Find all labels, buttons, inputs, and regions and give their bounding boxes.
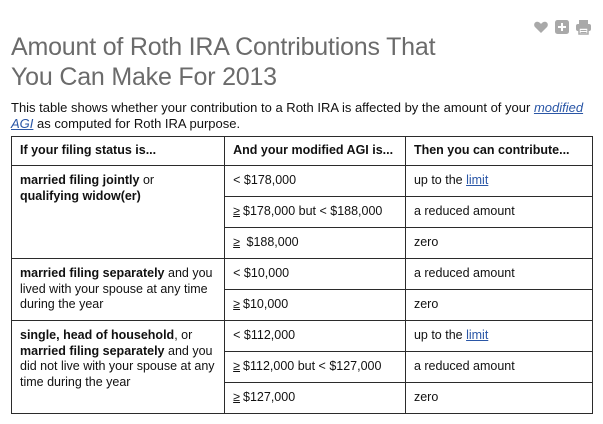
page-title: Amount of Roth IRA Contributions That You Can Make For 2013 bbox=[11, 32, 436, 91]
agi-range-text: < $178,000 bbox=[233, 173, 297, 188]
modified-agi-link[interactable]: modified AGI bbox=[11, 100, 584, 131]
filing-status-text: and you did not live with your spouse at any time during the year bbox=[20, 343, 215, 389]
contribution-result-cell bbox=[405, 321, 592, 352]
agi-range-cell bbox=[225, 166, 406, 197]
table-body bbox=[12, 166, 593, 414]
contribution-result-cell bbox=[405, 352, 592, 383]
header-contribution: Then you can contribute... bbox=[405, 137, 592, 166]
contribution-result-text: up to the bbox=[413, 328, 467, 343]
agi-range-cell bbox=[225, 197, 406, 228]
filing-status-text: qualifying widow(er) bbox=[20, 188, 141, 203]
table-row bbox=[12, 321, 593, 352]
page-actions bbox=[533, 19, 591, 35]
contribution-result-cell bbox=[405, 290, 592, 321]
greater-or-equal-sign: ≥ bbox=[233, 235, 241, 250]
contribution-result-cell bbox=[405, 259, 592, 290]
contribution-result-text: a reduced amount bbox=[413, 266, 515, 281]
contribution-result-text: a reduced amount bbox=[413, 204, 515, 219]
agi-range-cell bbox=[225, 290, 406, 321]
header-filing-status: If your filing status is... bbox=[12, 137, 225, 166]
agi-range-text: $178,000 but < $188,000 bbox=[243, 204, 383, 219]
limit-link[interactable]: limit bbox=[466, 173, 489, 188]
filing-status-cell bbox=[12, 321, 225, 414]
contribution-result-cell bbox=[405, 228, 592, 259]
print-icon[interactable] bbox=[575, 19, 591, 35]
table-row bbox=[12, 166, 593, 197]
filing-status-cell bbox=[12, 166, 225, 259]
filing-status-text: single, head of household bbox=[20, 328, 175, 342]
contribution-result-text: zero bbox=[413, 297, 439, 312]
agi-range-text: $188,000 bbox=[243, 235, 299, 250]
filing-status-text: or bbox=[139, 173, 155, 187]
filing-status-text: and you lived with your spouse at any time during the year bbox=[20, 266, 213, 311]
filing-status-text: married filing separately bbox=[20, 266, 165, 280]
agi-range-text: $10,000 bbox=[243, 297, 289, 312]
greater-or-equal-sign: ≥ bbox=[233, 204, 241, 219]
filing-status-text: , or bbox=[174, 328, 193, 342]
greater-or-equal-sign: ≥ bbox=[233, 297, 241, 312]
limit-link[interactable]: limit bbox=[466, 328, 489, 343]
filing-status-text: married filing separately bbox=[20, 343, 165, 358]
contribution-result-cell bbox=[405, 197, 592, 228]
contribution-result-text: zero bbox=[413, 235, 439, 250]
plus-icon[interactable] bbox=[554, 19, 570, 35]
contribution-table bbox=[11, 136, 593, 414]
heart-icon[interactable] bbox=[533, 19, 549, 35]
filing-status-text: married filing jointly bbox=[20, 173, 140, 187]
agi-range-cell bbox=[225, 259, 406, 290]
contribution-result-text: zero bbox=[413, 390, 439, 405]
agi-range-cell bbox=[225, 352, 406, 383]
header-modified-agi: And your modified AGI is... bbox=[225, 137, 406, 166]
filing-status-cell bbox=[12, 259, 225, 321]
agi-range-text: $112,000 but < $127,000 bbox=[243, 359, 382, 374]
contribution-result-text: up to the bbox=[413, 173, 467, 188]
contribution-result-cell bbox=[405, 166, 592, 197]
agi-range-text: < $112,000 bbox=[233, 328, 296, 343]
agi-range-cell bbox=[225, 228, 406, 259]
intro-text: This table shows whether your contribution to a Roth IRA is affected by the amount of your modified AGI as computed for Roth IRA purpose. bbox=[11, 100, 584, 131]
greater-or-equal-sign: ≥ bbox=[233, 390, 241, 405]
contribution-result-cell bbox=[405, 383, 592, 414]
greater-or-equal-sign: ≥ bbox=[233, 359, 241, 374]
agi-range-cell bbox=[225, 321, 406, 352]
agi-range-text: < $10,000 bbox=[233, 266, 290, 281]
agi-range-cell bbox=[225, 383, 406, 414]
table-header-row bbox=[12, 137, 593, 166]
table-row bbox=[12, 259, 593, 290]
contribution-result-text: a reduced amount bbox=[413, 359, 515, 374]
agi-range-text: $127,000 bbox=[243, 390, 296, 405]
